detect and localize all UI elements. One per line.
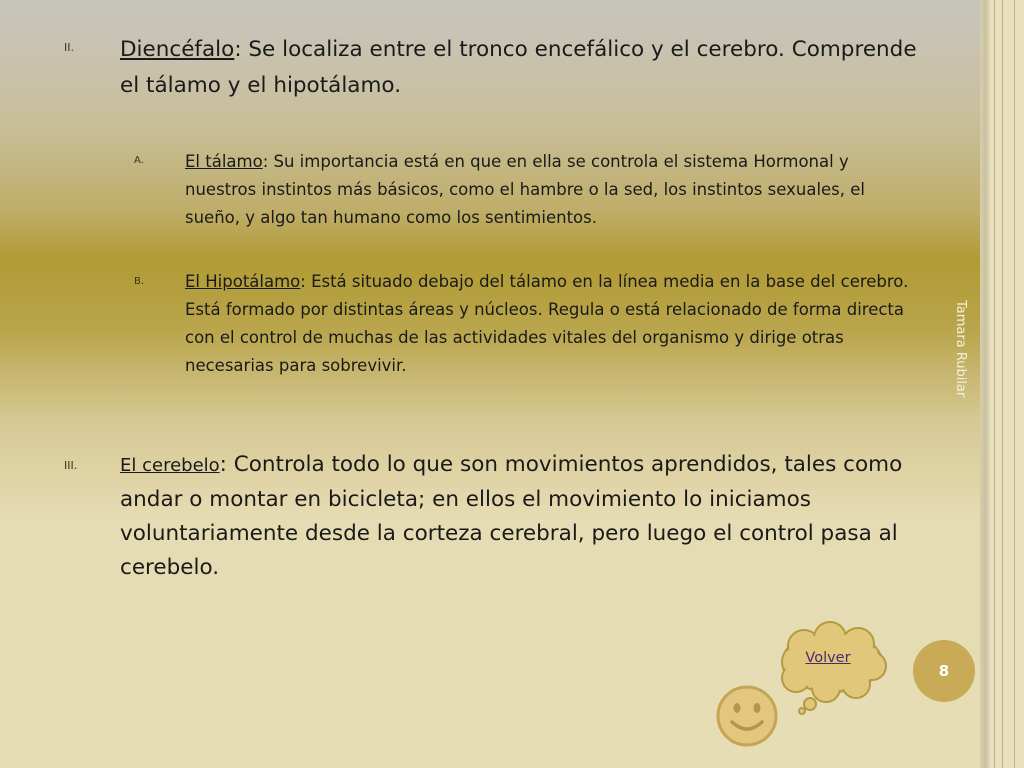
item-talamo (185, 148, 915, 232)
item-text: : Su importancia está en que en ella se controla el sistema Hormonal y nuestros instintos más básicos, como el hambre o la sed, los instintos sexuales, el sueño, y algo tan humano como los sentimientos. (185, 152, 865, 227)
strip-band (980, 0, 990, 768)
item-text: : Controla todo lo que son movimientos aprendidos, tales como andar o montar en bicicleta; en ellos el movimiento lo iniciamos voluntariamente desde la corteza cerebral, pero luego el control pasa al cerebelo. (120, 452, 903, 580)
right-decorative-strip (980, 0, 1024, 768)
item-term: El Hipotálamo (185, 272, 301, 291)
strip-line (1002, 0, 1003, 768)
list-marker: B. (134, 276, 145, 287)
strip-line (1014, 0, 1015, 768)
item-term: El cerebelo (120, 455, 220, 476)
page-number-badge: 8 (913, 640, 975, 702)
list-marker: III. (64, 459, 78, 472)
item-term: El tálamo (185, 152, 263, 171)
item-hipotalamo (185, 268, 915, 380)
author-watermark: Tamara Rubilar (953, 300, 968, 398)
item-text: : Está situado debajo del tálamo en la línea media en la base del cerebro. Está formado por distintas áreas y núcleos. Regula o está relacionado de forma directa con el control de muchas de las actividades vitales del organismo y dirige otras necesarias para sobrevivir. (185, 272, 909, 375)
list-marker: A. (134, 155, 144, 166)
strip-line (994, 0, 995, 768)
item-term: Diencéfalo (120, 37, 235, 62)
item-cerebelo (120, 448, 920, 585)
thought-cloud-icon (772, 620, 892, 715)
list-marker: II. (64, 41, 74, 54)
smiley-icon (715, 684, 779, 748)
volver-link[interactable]: Volver (805, 650, 851, 666)
item-diencefalo (120, 32, 920, 104)
item-text: : Se localiza entre el tronco encefálico y el cerebro. Comprende el tálamo y el hipotálamo. (120, 37, 917, 98)
